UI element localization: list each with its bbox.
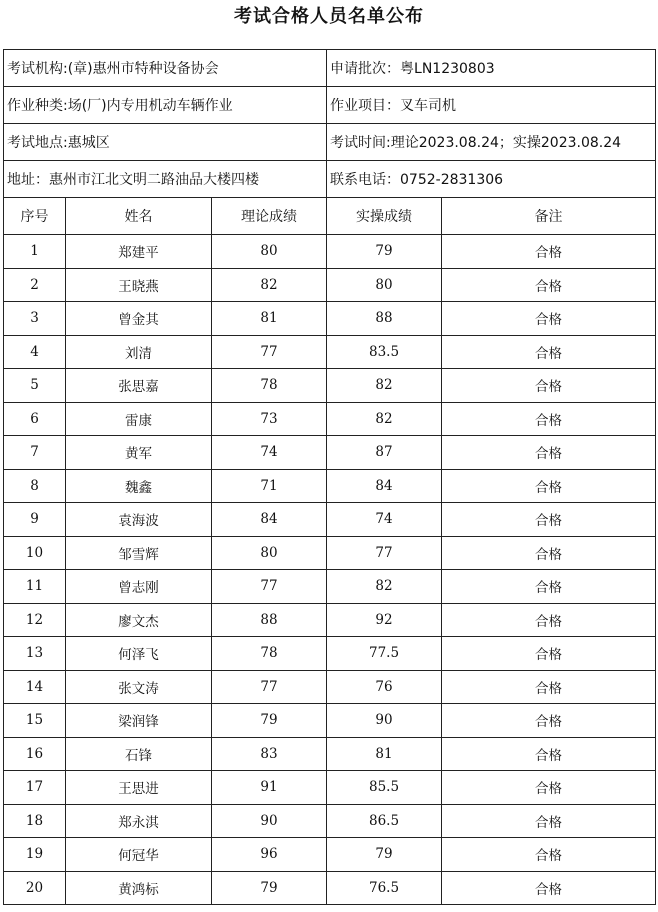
info-row bbox=[4, 161, 656, 198]
cell-remark: 合格 bbox=[442, 436, 656, 470]
cell-practice-score: 83.5 bbox=[327, 335, 442, 369]
cell-theory-score: 79 bbox=[212, 871, 327, 905]
work-item: 作业项目：叉车司机 bbox=[327, 87, 656, 124]
cell-name: 刘清 bbox=[66, 335, 212, 369]
cell-remark: 合格 bbox=[442, 637, 656, 671]
cell-remark: 合格 bbox=[442, 469, 656, 503]
cell-theory-score: 80 bbox=[212, 235, 327, 269]
cell-remark: 合格 bbox=[442, 838, 656, 872]
page-title: 考试合格人员名单公布 bbox=[234, 6, 424, 27]
cell-remark: 合格 bbox=[442, 871, 656, 905]
cell-index: 16 bbox=[4, 737, 66, 771]
cell-practice-score: 76 bbox=[327, 670, 442, 704]
info-row bbox=[4, 50, 656, 87]
cell-index: 3 bbox=[4, 302, 66, 336]
cell-remark: 合格 bbox=[442, 603, 656, 637]
cell-practice-score: 77.5 bbox=[327, 637, 442, 671]
cell-practice-score: 82 bbox=[327, 369, 442, 403]
cell-theory-score: 77 bbox=[212, 335, 327, 369]
cell-theory-score: 96 bbox=[212, 838, 327, 872]
results-table bbox=[3, 49, 656, 905]
cell-name: 邹雪辉 bbox=[66, 536, 212, 570]
cell-index: 5 bbox=[4, 369, 66, 403]
exam-location: 考试地点:惠城区 bbox=[4, 124, 327, 161]
exam-time: 考试时间:理论2023.08.24；实操2023.08.24 bbox=[327, 124, 656, 161]
header-index: 序号 bbox=[4, 198, 66, 235]
cell-theory-score: 83 bbox=[212, 737, 327, 771]
cell-theory-score: 88 bbox=[212, 603, 327, 637]
table-row bbox=[4, 704, 656, 738]
cell-theory-score: 82 bbox=[212, 268, 327, 302]
table-row bbox=[4, 838, 656, 872]
cell-name: 魏鑫 bbox=[66, 469, 212, 503]
cell-index: 7 bbox=[4, 436, 66, 470]
cell-index: 19 bbox=[4, 838, 66, 872]
cell-name: 梁润锋 bbox=[66, 704, 212, 738]
cell-practice-score: 88 bbox=[327, 302, 442, 336]
cell-index: 10 bbox=[4, 536, 66, 570]
table-row bbox=[4, 436, 656, 470]
table-row bbox=[4, 536, 656, 570]
cell-practice-score: 79 bbox=[327, 838, 442, 872]
cell-practice-score: 87 bbox=[327, 436, 442, 470]
cell-index: 17 bbox=[4, 771, 66, 805]
cell-name: 何冠华 bbox=[66, 838, 212, 872]
cell-index: 9 bbox=[4, 503, 66, 537]
table-row bbox=[4, 570, 656, 604]
cell-theory-score: 78 bbox=[212, 369, 327, 403]
cell-index: 15 bbox=[4, 704, 66, 738]
cell-index: 8 bbox=[4, 469, 66, 503]
cell-name: 黄军 bbox=[66, 436, 212, 470]
cell-practice-score: 82 bbox=[327, 570, 442, 604]
table-row bbox=[4, 302, 656, 336]
header-theory-score: 理论成绩 bbox=[212, 198, 327, 235]
table-row bbox=[4, 469, 656, 503]
cell-remark: 合格 bbox=[442, 268, 656, 302]
address: 地址：惠州市江北文明二路油品大楼四楼 bbox=[4, 161, 327, 198]
cell-theory-score: 81 bbox=[212, 302, 327, 336]
table-row bbox=[4, 335, 656, 369]
apply-batch: 申请批次：粤LN1230803 bbox=[327, 50, 656, 87]
cell-remark: 合格 bbox=[442, 302, 656, 336]
cell-theory-score: 84 bbox=[212, 503, 327, 537]
table-header-row bbox=[4, 198, 656, 235]
cell-remark: 合格 bbox=[442, 503, 656, 537]
cell-index: 4 bbox=[4, 335, 66, 369]
cell-practice-score: 80 bbox=[327, 268, 442, 302]
cell-index: 20 bbox=[4, 871, 66, 905]
cell-practice-score: 74 bbox=[327, 503, 442, 537]
cell-remark: 合格 bbox=[442, 335, 656, 369]
table-row bbox=[4, 503, 656, 537]
cell-practice-score: 82 bbox=[327, 402, 442, 436]
cell-index: 6 bbox=[4, 402, 66, 436]
cell-name: 郑建平 bbox=[66, 235, 212, 269]
cell-name: 曾志刚 bbox=[66, 570, 212, 604]
cell-practice-score: 85.5 bbox=[327, 771, 442, 805]
cell-remark: 合格 bbox=[442, 369, 656, 403]
cell-remark: 合格 bbox=[442, 536, 656, 570]
cell-remark: 合格 bbox=[442, 704, 656, 738]
contact-phone: 联系电话：0752-2831306 bbox=[327, 161, 656, 198]
cell-name: 石锋 bbox=[66, 737, 212, 771]
table-row bbox=[4, 871, 656, 905]
cell-practice-score: 92 bbox=[327, 603, 442, 637]
cell-remark: 合格 bbox=[442, 804, 656, 838]
table-row bbox=[4, 737, 656, 771]
cell-practice-score: 77 bbox=[327, 536, 442, 570]
cell-practice-score: 84 bbox=[327, 469, 442, 503]
cell-practice-score: 76.5 bbox=[327, 871, 442, 905]
cell-practice-score: 86.5 bbox=[327, 804, 442, 838]
table-row bbox=[4, 771, 656, 805]
cell-index: 12 bbox=[4, 603, 66, 637]
header-practice-score: 实操成绩 bbox=[327, 198, 442, 235]
cell-theory-score: 71 bbox=[212, 469, 327, 503]
cell-theory-score: 90 bbox=[212, 804, 327, 838]
table-row bbox=[4, 369, 656, 403]
cell-remark: 合格 bbox=[442, 402, 656, 436]
table-row bbox=[4, 402, 656, 436]
cell-index: 11 bbox=[4, 570, 66, 604]
cell-remark: 合格 bbox=[442, 771, 656, 805]
cell-name: 郑永淇 bbox=[66, 804, 212, 838]
header-name: 姓名 bbox=[66, 198, 212, 235]
cell-name: 王晓燕 bbox=[66, 268, 212, 302]
cell-theory-score: 79 bbox=[212, 704, 327, 738]
table-row bbox=[4, 670, 656, 704]
cell-theory-score: 73 bbox=[212, 402, 327, 436]
cell-index: 1 bbox=[4, 235, 66, 269]
cell-theory-score: 78 bbox=[212, 637, 327, 671]
cell-remark: 合格 bbox=[442, 570, 656, 604]
cell-theory-score: 77 bbox=[212, 670, 327, 704]
table-row bbox=[4, 637, 656, 671]
cell-theory-score: 77 bbox=[212, 570, 327, 604]
cell-name: 曾金其 bbox=[66, 302, 212, 336]
work-category: 作业种类:场(厂)内专用机动车辆作业 bbox=[4, 87, 327, 124]
cell-remark: 合格 bbox=[442, 737, 656, 771]
cell-practice-score: 79 bbox=[327, 235, 442, 269]
info-row bbox=[4, 124, 656, 161]
cell-name: 王思进 bbox=[66, 771, 212, 805]
table-row bbox=[4, 603, 656, 637]
cell-practice-score: 81 bbox=[327, 737, 442, 771]
cell-name: 袁海波 bbox=[66, 503, 212, 537]
exam-org: 考试机构:(章)惠州市特种设备协会 bbox=[4, 50, 327, 87]
cell-name: 张文涛 bbox=[66, 670, 212, 704]
header-remark: 备注 bbox=[442, 198, 656, 235]
cell-index: 2 bbox=[4, 268, 66, 302]
cell-theory-score: 80 bbox=[212, 536, 327, 570]
cell-index: 18 bbox=[4, 804, 66, 838]
cell-name: 黄鸿标 bbox=[66, 871, 212, 905]
cell-remark: 合格 bbox=[442, 670, 656, 704]
cell-name: 张思嘉 bbox=[66, 369, 212, 403]
cell-name: 雷康 bbox=[66, 402, 212, 436]
info-row bbox=[4, 87, 656, 124]
table-row bbox=[4, 268, 656, 302]
table-row bbox=[4, 235, 656, 269]
cell-name: 廖文杰 bbox=[66, 603, 212, 637]
cell-name: 何泽飞 bbox=[66, 637, 212, 671]
cell-theory-score: 91 bbox=[212, 771, 327, 805]
cell-theory-score: 74 bbox=[212, 436, 327, 470]
cell-index: 13 bbox=[4, 637, 66, 671]
cell-remark: 合格 bbox=[442, 235, 656, 269]
cell-index: 14 bbox=[4, 670, 66, 704]
table-row bbox=[4, 804, 656, 838]
cell-practice-score: 90 bbox=[327, 704, 442, 738]
